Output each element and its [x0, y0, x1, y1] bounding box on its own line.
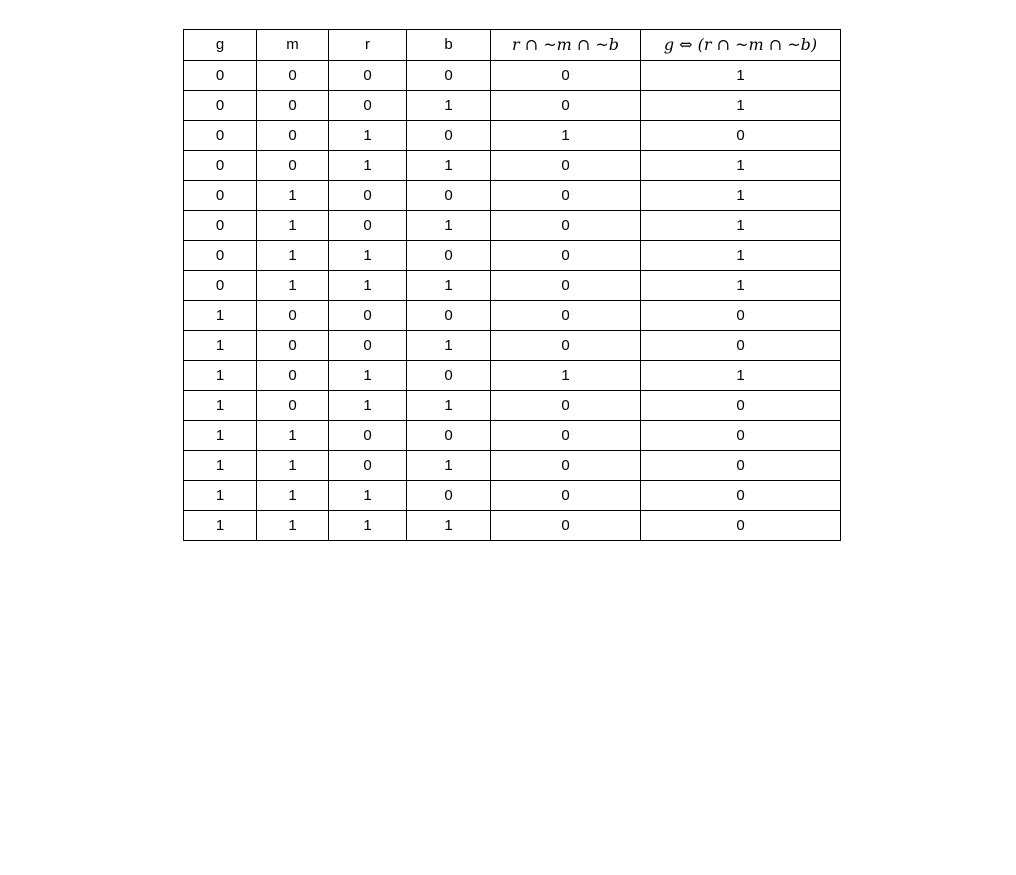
- table-row: [184, 181, 841, 211]
- table-cell: 0: [184, 61, 257, 91]
- table-cell: 0: [491, 421, 641, 451]
- table-row: [184, 361, 841, 391]
- table-cell: 0: [257, 121, 329, 151]
- table-body: [184, 61, 841, 541]
- table-cell: 0: [491, 241, 641, 271]
- table-cell: 0: [641, 301, 841, 331]
- table-cell: 1: [257, 421, 329, 451]
- table-cell: 0: [257, 361, 329, 391]
- table-row: [184, 331, 841, 361]
- table-cell: 0: [329, 181, 407, 211]
- table-cell: 1: [407, 331, 491, 361]
- table-cell: 1: [491, 121, 641, 151]
- table-cell: 0: [329, 301, 407, 331]
- table-cell: 0: [257, 391, 329, 421]
- table-cell: 1: [184, 511, 257, 541]
- table-cell: 0: [184, 151, 257, 181]
- table-row: [184, 301, 841, 331]
- table-cell: 0: [491, 181, 641, 211]
- table-cell: 1: [329, 241, 407, 271]
- table-cell: 0: [491, 271, 641, 301]
- table-cell: 0: [329, 211, 407, 241]
- table-cell: 0: [491, 301, 641, 331]
- table-cell: 0: [329, 91, 407, 121]
- table-cell: 1: [257, 451, 329, 481]
- table-cell: 1: [641, 361, 841, 391]
- table-cell: 1: [641, 211, 841, 241]
- table-cell: 0: [184, 121, 257, 151]
- table-row: [184, 61, 841, 91]
- table-cell: 0: [184, 271, 257, 301]
- table-cell: 0: [407, 481, 491, 511]
- table-header-row: [184, 30, 841, 61]
- table-cell: 1: [407, 91, 491, 121]
- table-cell: 0: [184, 91, 257, 121]
- table-cell: 1: [184, 481, 257, 511]
- table-cell: 0: [407, 61, 491, 91]
- table-cell: 1: [329, 151, 407, 181]
- table-cell: 0: [329, 61, 407, 91]
- table-cell: 1: [407, 451, 491, 481]
- table-cell: 1: [184, 391, 257, 421]
- column-header-g: g: [184, 30, 257, 61]
- table-cell: 0: [407, 301, 491, 331]
- table-cell: 0: [184, 241, 257, 271]
- table-cell: 0: [641, 331, 841, 361]
- table-cell: 0: [407, 361, 491, 391]
- table-cell: 0: [491, 451, 641, 481]
- column-header-r: r: [329, 30, 407, 61]
- table-cell: 1: [329, 361, 407, 391]
- table-cell: 0: [491, 151, 641, 181]
- table-cell: 0: [491, 511, 641, 541]
- table-cell: 1: [641, 91, 841, 121]
- table-cell: 0: [184, 211, 257, 241]
- table-cell: 0: [407, 121, 491, 151]
- table-cell: 1: [184, 421, 257, 451]
- table-cell: 0: [641, 511, 841, 541]
- table-cell: 0: [641, 451, 841, 481]
- table-cell: 1: [184, 331, 257, 361]
- table-cell: 1: [257, 181, 329, 211]
- table-cell: 1: [329, 481, 407, 511]
- table-row: [184, 151, 841, 181]
- table-cell: 1: [257, 481, 329, 511]
- table-row: [184, 121, 841, 151]
- table-cell: 0: [329, 331, 407, 361]
- table-cell: 0: [407, 421, 491, 451]
- table-cell: 0: [407, 181, 491, 211]
- table-cell: 0: [491, 61, 641, 91]
- table-cell: 1: [641, 181, 841, 211]
- table-cell: 0: [257, 151, 329, 181]
- table-cell: 1: [407, 511, 491, 541]
- table-cell: 1: [257, 511, 329, 541]
- table-row: [184, 211, 841, 241]
- table-row: [184, 511, 841, 541]
- table-row: [184, 451, 841, 481]
- table-cell: 1: [641, 241, 841, 271]
- table-row: [184, 481, 841, 511]
- table-cell: 1: [257, 211, 329, 241]
- table-cell: 0: [257, 301, 329, 331]
- table-cell: 1: [407, 211, 491, 241]
- truth-table: [183, 29, 841, 541]
- table-cell: 0: [329, 451, 407, 481]
- column-header-conjunction: r ∩ ~m ∩ ~b: [491, 30, 641, 61]
- table-cell: 1: [407, 391, 491, 421]
- table-cell: 0: [184, 181, 257, 211]
- table-row: [184, 421, 841, 451]
- table-cell: 0: [329, 421, 407, 451]
- table-cell: 0: [491, 211, 641, 241]
- table-cell: 1: [184, 361, 257, 391]
- table-cell: 0: [641, 391, 841, 421]
- table-row: [184, 391, 841, 421]
- table-cell: 1: [329, 391, 407, 421]
- table-cell: 0: [641, 481, 841, 511]
- table-cell: 1: [257, 241, 329, 271]
- table-cell: 0: [257, 331, 329, 361]
- table-cell: 1: [641, 271, 841, 301]
- table-cell: 0: [257, 91, 329, 121]
- table-cell: 1: [641, 61, 841, 91]
- table-row: [184, 271, 841, 301]
- table-cell: 0: [257, 61, 329, 91]
- table-cell: 0: [407, 241, 491, 271]
- table-row: [184, 241, 841, 271]
- table-cell: 0: [491, 481, 641, 511]
- table-cell: 1: [407, 271, 491, 301]
- table-cell: 0: [641, 121, 841, 151]
- table-cell: 0: [491, 91, 641, 121]
- column-header-b: b: [407, 30, 491, 61]
- table-cell: 1: [184, 301, 257, 331]
- table-cell: 1: [641, 151, 841, 181]
- table-cell: 1: [184, 451, 257, 481]
- table-cell: 0: [641, 421, 841, 451]
- table-cell: 1: [491, 361, 641, 391]
- table-cell: 1: [407, 151, 491, 181]
- table-cell: 1: [257, 271, 329, 301]
- table-cell: 1: [329, 511, 407, 541]
- table-cell: 0: [491, 391, 641, 421]
- table-cell: 1: [329, 271, 407, 301]
- table-cell: 1: [329, 121, 407, 151]
- table-row: [184, 91, 841, 121]
- column-header-m: m: [257, 30, 329, 61]
- column-header-biconditional: g ⇔ (r ∩ ~m ∩ ~b): [641, 30, 841, 61]
- table-cell: 0: [491, 331, 641, 361]
